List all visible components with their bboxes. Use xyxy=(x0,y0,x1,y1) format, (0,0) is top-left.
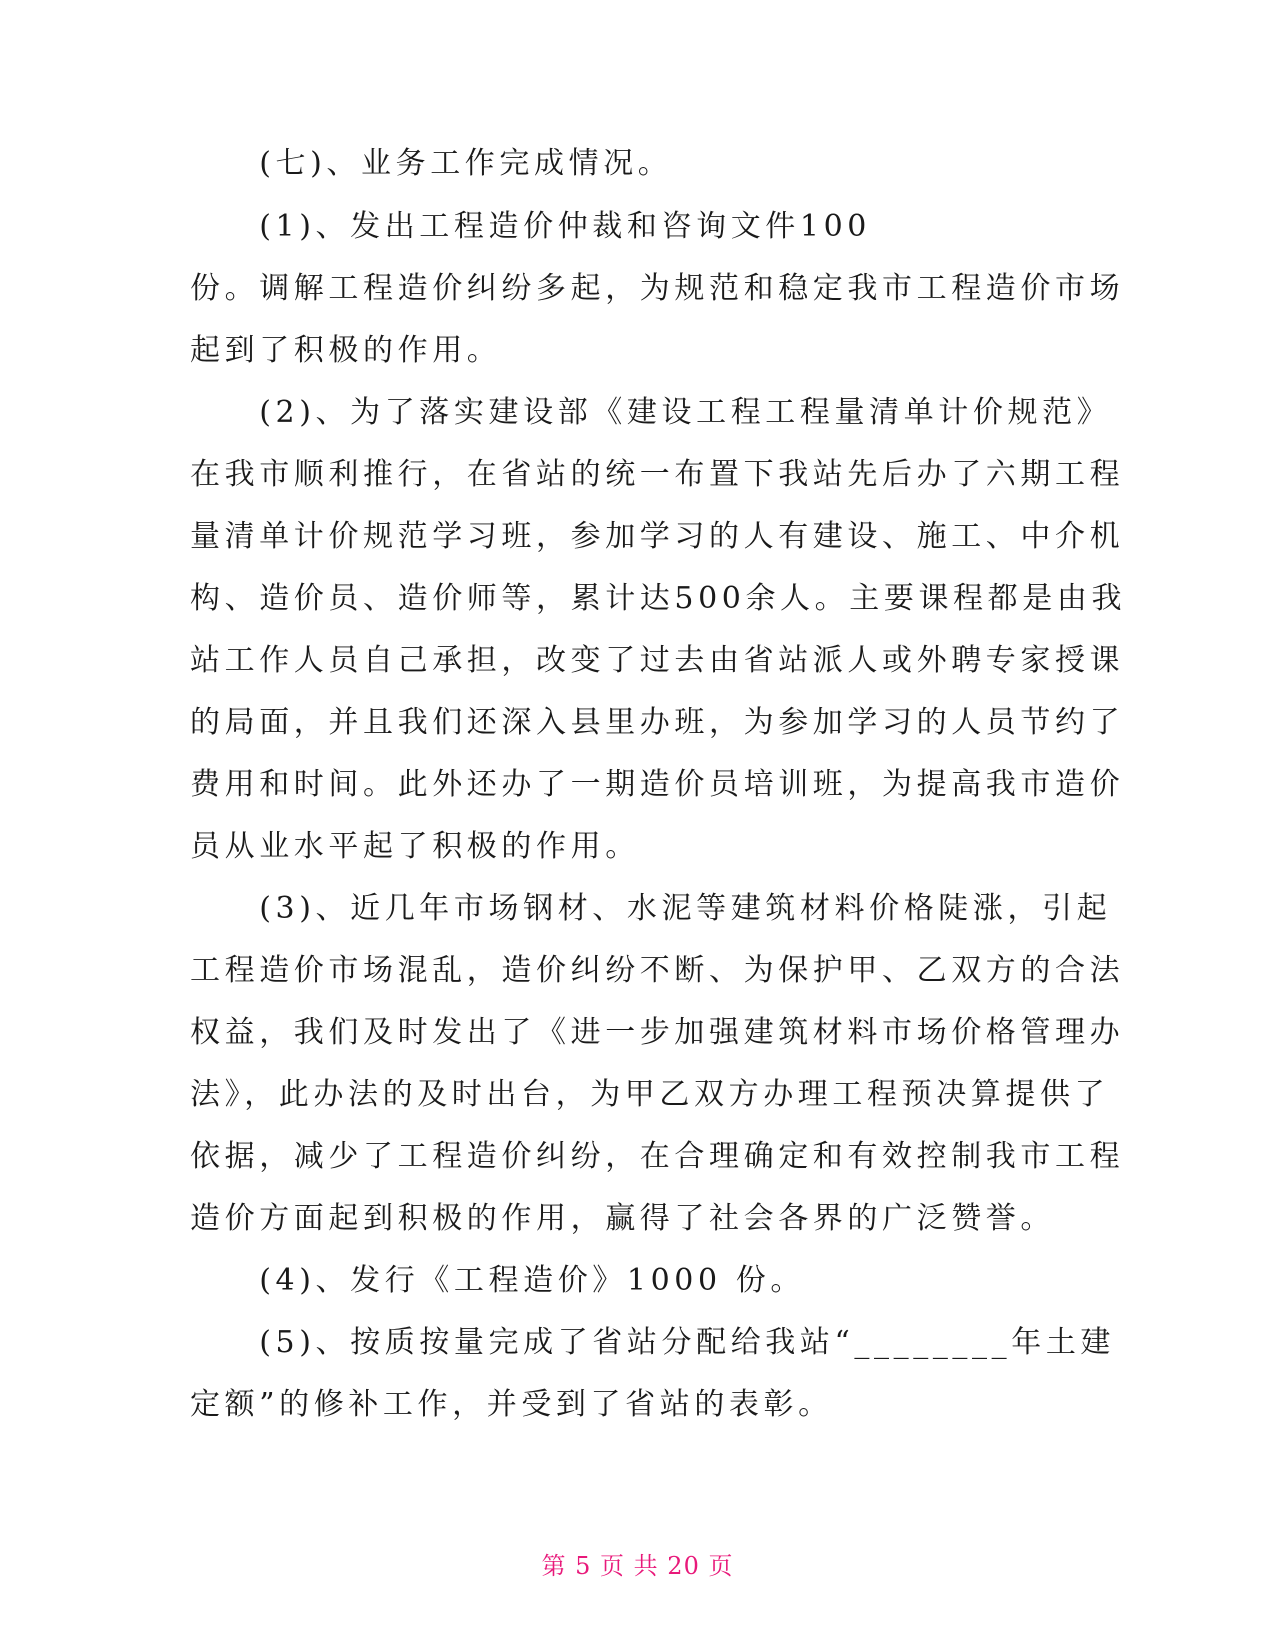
paragraph-line: 构、造价员、造价师等，累计达500余人。主要课程都是由我 xyxy=(190,581,1127,616)
paragraph-line: 份。调解工程造价纠纷多起，为规范和稳定我市工程造价市场 xyxy=(190,271,1125,306)
paragraph-line: (4)、发行《工程造价》1000 份。 xyxy=(190,1263,805,1298)
paragraph-line: 量清单计价规范学习班，参加学习的人有建设、施工、中介机 xyxy=(190,519,1125,554)
paragraph-line: 费用和时间。此外还办了一期造价员培训班，为提高我市造价 xyxy=(190,767,1125,802)
paragraph-line: 的局面，并且我们还深入县里办班，为参加学习的人员节约了 xyxy=(190,705,1125,740)
page-number-footer: 第 5 页 共 20 页 xyxy=(541,1552,734,1580)
paragraph-line: 法》，此办法的及时出台，为甲乙双方办理工程预决算提供了 xyxy=(190,1077,1110,1112)
paragraph-line: 工程造价市场混乱，造价纠纷不断、为保护甲、乙双方的合法 xyxy=(190,953,1125,988)
paragraph-line: (3)、近几年市场钢材、水泥等建筑材料价格陡涨，引起 xyxy=(190,891,1112,926)
paragraph-line: (2)、为了落实建设部《建设工程工程量清单计价规范》 xyxy=(190,395,1112,430)
paragraph-line: 在我市顺利推行，在省站的统一布置下我站先后办了六期工程 xyxy=(190,457,1125,492)
paragraph-line: 站工作人员自己承担，改变了过去由省站派人或外聘专家授课 xyxy=(190,643,1125,678)
paragraph-line: 起到了积极的作用。 xyxy=(190,333,502,368)
paragraph-line: 权益，我们及时发出了《进一步加强建筑材料市场价格管理办 xyxy=(190,1015,1125,1050)
paragraph-line: 造价方面起到积极的作用，赢得了社会各界的广泛赞誉。 xyxy=(190,1201,1055,1236)
paragraph-line: 依据，减少了工程造价纠纷，在合理确定和有效控制我市工程 xyxy=(190,1139,1125,1174)
paragraph-line: (1)、发出工程造价仲裁和咨询文件100 xyxy=(190,209,871,244)
paragraph-line: (5)、按质按量完成了省站分配给我站“________年土建 xyxy=(190,1325,1116,1360)
paragraph-line: (七)、业务工作完成情况。 xyxy=(190,146,673,181)
paragraph-line: 定额”的修补工作，并受到了省站的表彰。 xyxy=(190,1387,833,1422)
paragraph-line: 员从业水平起了积极的作用。 xyxy=(190,829,640,864)
